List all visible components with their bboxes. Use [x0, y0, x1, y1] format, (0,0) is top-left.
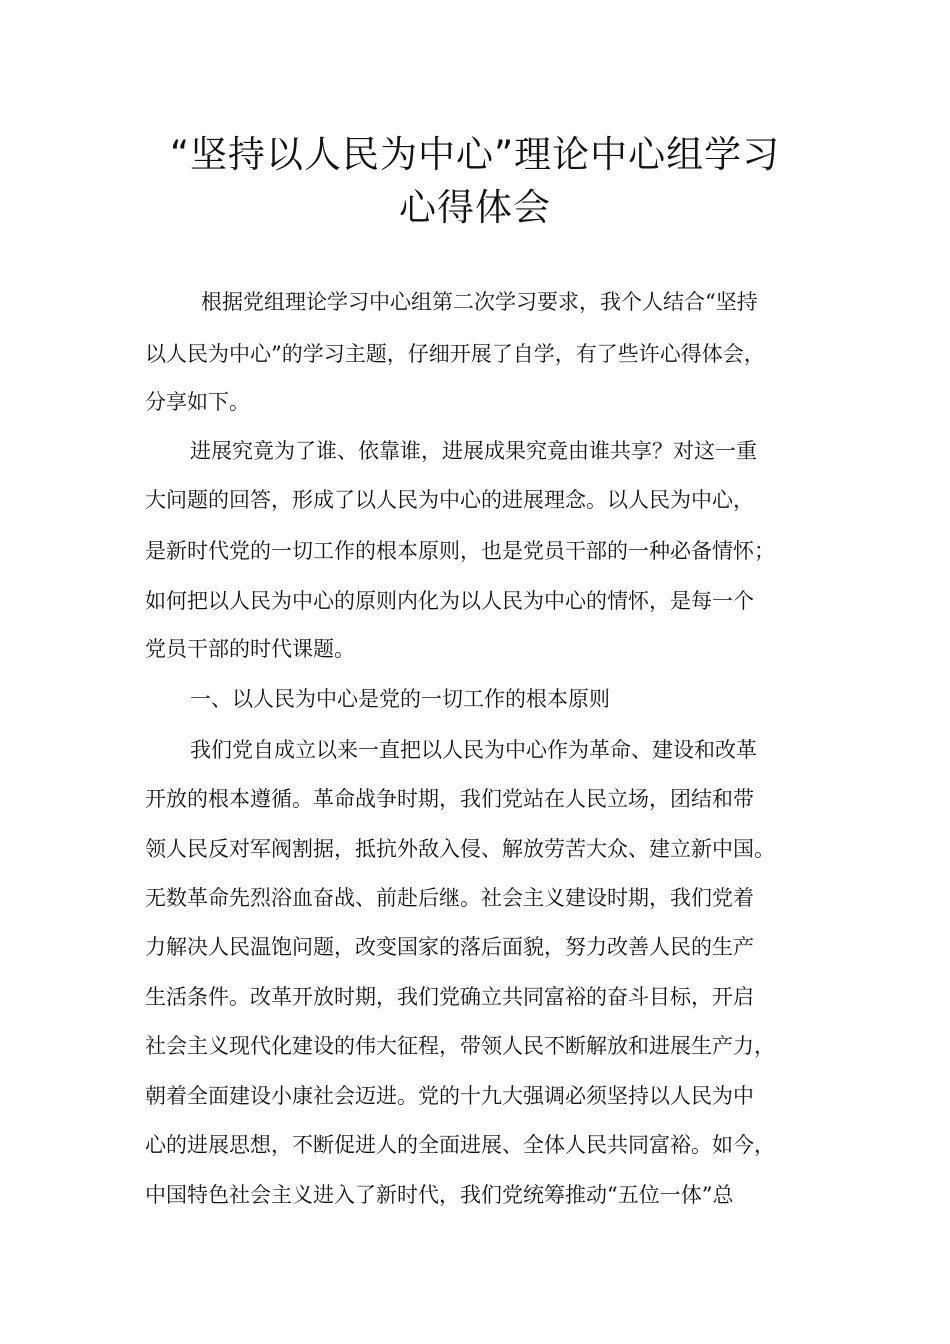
- body-line-11: 开放的根本遵循。革命战争时期，我们党站在人民立场，团结和带: [145, 787, 754, 811]
- body-line-16: 社会主义现代化建设的伟大征程，带领人民不断解放和进展生产力，: [145, 1034, 775, 1058]
- body-line-12: 领人民反对军阀割据，抵抗外敌入侵、解放劳苦大众、建立新中国。: [145, 837, 775, 861]
- body-line-3: 分享如下。: [145, 390, 250, 414]
- body-line-4: 进展究竟为了谁、依靠谁，进展成果究竟由谁共享？对这一重: [190, 439, 757, 463]
- section-heading-1: 一、以人民为中心是党的一切工作的根本原则: [190, 687, 610, 711]
- body-line-5: 大问题的回答，形成了以人民为中心的进展理念。以人民为中心，: [145, 488, 754, 512]
- body-line-17: 朝着全面建设小康社会迈进。党的十九大强调必须坚持以人民为中: [145, 1084, 754, 1108]
- body-line-19: 中国特色社会主义进入了新时代，我们党统筹推动“五位一体”总: [145, 1183, 734, 1207]
- body-line-15: 生活条件。改革开放时期，我们党确立共同富裕的奋斗目标，开启: [145, 985, 754, 1009]
- title-line-2: 心得体会: [399, 186, 551, 229]
- body-line-8: 党员干部的时代课题。: [145, 637, 355, 661]
- body-line-2: 以人民为中心”的学习主题，仔细开展了自学，有了些许心得体会，: [145, 342, 765, 366]
- body-line-6: 是新时代党的一切工作的根本原则，也是党员干部的一种必备情怀；: [145, 539, 775, 563]
- body-line-1: 根据党组理论学习中心组第二次学习要求，我个人结合“坚持: [201, 290, 758, 314]
- body-line-18: 心的进展思想，不断促进人的全面进展、全体人民共同富裕。如今，: [145, 1133, 775, 1157]
- title-line-1: “坚持以人民为中心”理论中心组学习: [169, 133, 781, 176]
- body-line-7: 如何把以人民为中心的原则内化为以人民为中心的情怀，是每一个: [145, 589, 754, 613]
- document-title: [140, 128, 810, 234]
- body-line-10: 我们党自成立以来一直把以人民为中心作为革命、建设和改革: [190, 738, 757, 762]
- body-line-13: 无数革命先烈浴血奋战、前赴后继。社会主义建设时期，我们党着: [145, 886, 754, 910]
- body-line-14: 力解决人民温饱问题，改变国家的落后面貌，努力改善人民的生产: [145, 935, 754, 959]
